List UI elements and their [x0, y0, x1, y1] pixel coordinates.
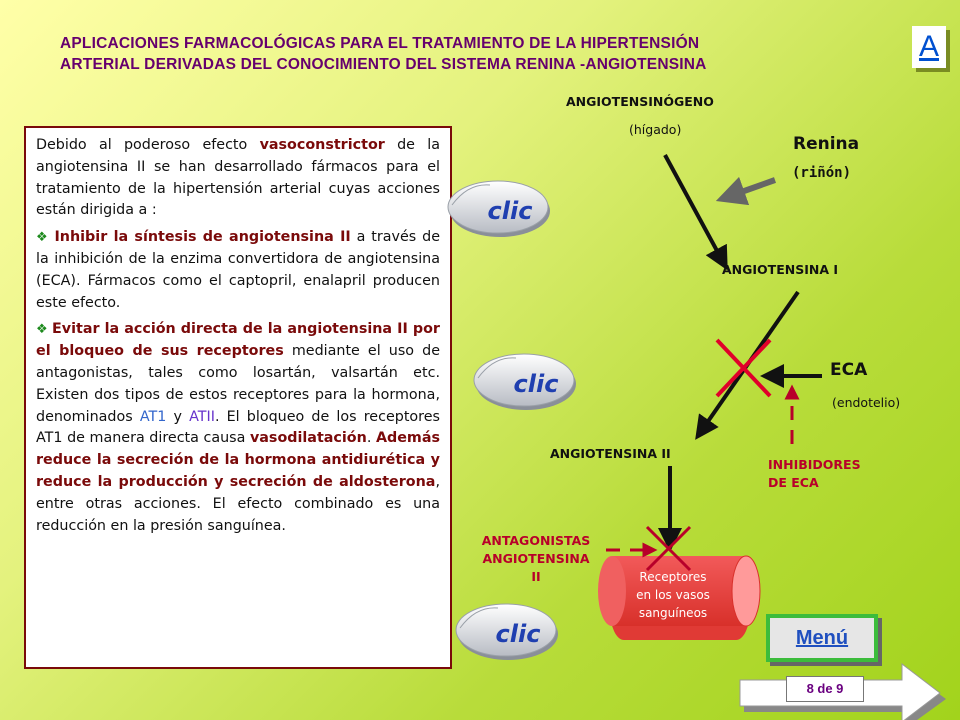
label-rinon: (riñón) [792, 165, 852, 181]
diamond-bullet-icon: ❖ [36, 322, 52, 338]
title-line-1: APLICACIONES FARMACOLÓGICAS PARA EL TRATAMIENTO DE LA HIPERTENSIÓN [60, 35, 700, 52]
inhibidores-line-1: INHIBIDORES [768, 457, 861, 472]
label-antagonistas [456, 532, 616, 586]
antagonistas-line-3: II [531, 569, 541, 584]
at1-term: AT1 [139, 408, 167, 425]
cylinder-right-cap [732, 556, 760, 626]
clic-label: clic [513, 370, 559, 398]
atii-term: ATII [189, 408, 215, 425]
clic-label: clic [487, 197, 533, 225]
a-link-button[interactable]: A [912, 26, 946, 68]
arrow-renina [730, 180, 775, 196]
receptores-line-3: sanguíneos [638, 606, 708, 620]
label-higado: (hígado) [629, 122, 682, 137]
bullet2-text-c: , entre otras acciones. El efecto combinado es una reducción en la presión sanguínea. [36, 473, 440, 534]
intro-text-end: de la angiotensina II se han desarrollado fármacos para el tratamiento de la hipertensión arterial cuyas acciones están dirigida a : [36, 137, 440, 219]
intro-text: Debido al poderoso efecto [36, 137, 260, 153]
period: . [366, 430, 376, 447]
vasoconstrictor-term: vasoconstrictor [259, 137, 385, 153]
label-receptores [612, 568, 734, 622]
label-renina: Renina [793, 134, 860, 154]
vasodilatacion-term: vasodilatación [249, 430, 367, 447]
label-angiotensina-2: ANGIOTENSINA II [550, 446, 671, 461]
bullet2-heading: Evitar la acción directa de la angiotensina II por el bloqueo de sus receptores [36, 321, 440, 360]
arrow-angiotensinogeno-to-angiotensina1 [665, 155, 722, 260]
menu-button[interactable]: Menú [766, 614, 878, 662]
label-inhibidores-eca [768, 456, 861, 492]
and-word: y [166, 408, 190, 425]
bullet2-bold-b: Además reduce la secreción de la hormona antidiurética y reduce la producción y secreción de aldosterona [36, 430, 440, 490]
title-line-2: ARTERIAL DERIVADAS DEL CONOCIMIENTO DEL SISTEMA RENINA -ANGIOTENSINA [60, 56, 707, 73]
receptores-line-2: en los vasos [636, 588, 710, 602]
antagonistas-line-2: ANGIOTENSINA [482, 551, 590, 566]
receptores-line-1: Receptores [639, 570, 707, 584]
bullet2-text-b: . El bloqueo de los receptores AT1 de manera directa causa [36, 408, 440, 447]
label-eca: ECA [830, 360, 868, 380]
label-angiotensinogeno: ANGIOTENSINÓGENO [566, 94, 714, 109]
inhibidores-line-2: DE ECA [768, 475, 819, 490]
diamond-bullet-icon: ❖ [36, 230, 55, 246]
label-angiotensina-1: ANGIOTENSINA I [722, 262, 838, 277]
bullet2-text-a: mediante el uso de antagonistas, tales como losartán, valsartán etc. Existen dos tipos de estos receptores para la hormona, denominados [36, 343, 440, 425]
bullet1-heading: Inhibir la síntesis de angiotensina II [54, 229, 351, 246]
clic-label: clic [495, 620, 541, 648]
page-indicator: 8 de 9 [786, 676, 864, 702]
label-endotelio: (endotelio) [832, 395, 901, 410]
antagonistas-line-1: ANTAGONISTAS [481, 533, 591, 548]
bullet1-text: a través de la inhibición de la enzima convertidora de angiotensina (ECA). Fármacos como el captopril, enalapril producen este efecto. [36, 229, 440, 311]
